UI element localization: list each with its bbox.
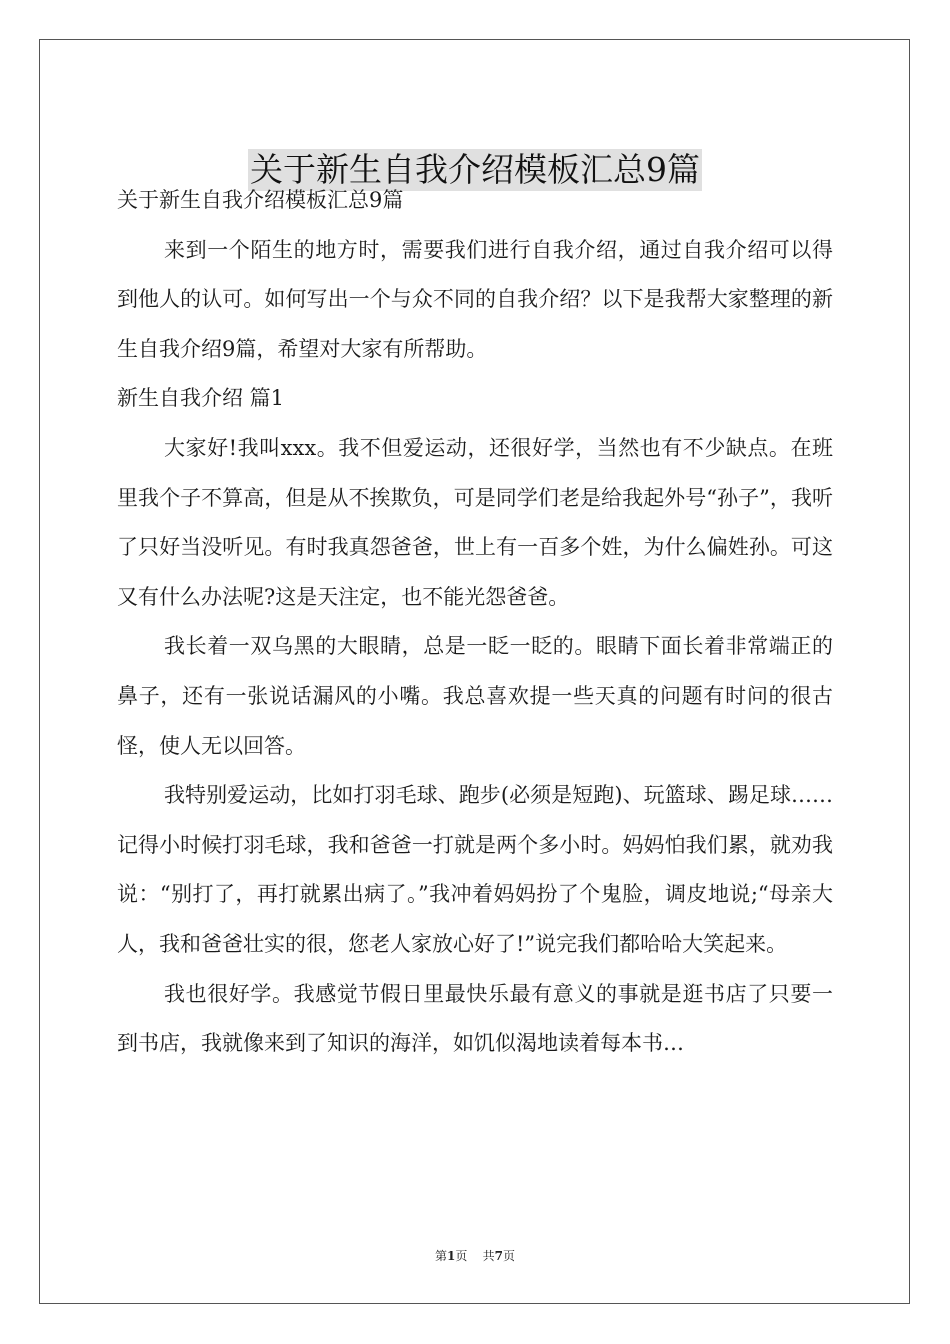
page-prefix: 第 — [434, 1249, 447, 1263]
document-body — [117, 176, 833, 1069]
total-unit: 页 — [503, 1249, 516, 1263]
document-subtitle: 关于新生自我介绍模板汇总9篇 — [117, 188, 404, 212]
paragraph-sports: 我特别爱运动，比如打羽毛球、跑步(必须是短跑)、玩篮球、踢足球……记得小时候打羽毛球，我和爸爸一打就是两个多小时。妈妈怕我们累，就劝我说：“别打了，再打就累出病了。”我冲着妈妈扮了个鬼脸，调皮地说;“母亲大人，我和爸爸壮实的很，您老人家放心好了!”说完我们都哈哈大笑起来。 — [117, 783, 833, 956]
document-title: 关于新生自我介绍模板汇总9篇 — [250, 150, 700, 190]
section-heading: 新生自我介绍 篇1 — [117, 386, 285, 411]
paragraph-intro: 来到一个陌生的地方时，需要我们进行自我介绍，通过自我介绍可以得到他人的认可。如何写出一个与众不同的自我介绍？以下是我帮大家整理的新生自我介绍9篇，希望对大家有所帮助。 — [117, 237, 833, 361]
page-unit: 页 — [455, 1249, 468, 1263]
total-pages: 7 — [494, 1249, 503, 1263]
page-number: 1 — [446, 1249, 456, 1263]
paragraph-appearance: 我长着一双乌黑的大眼睛，总是一眨一眨的。眼睛下面长着非常端正的鼻子，还有一张说话漏风的小嘴。我总喜欢提一些天真的问题有时问的很古怪，使人无以回答。 — [117, 634, 833, 758]
page-footer — [0, 1247, 950, 1264]
paragraph-greeting: 大家好!我叫xxx。我不但爱运动，还很好学，当然也有不少缺点。在班里我个子不算高，但是从不挨欺负，可是同学们老是给我起外号“孙子”，我听了只好当没听见。有时我真怨爸爸，世上有一百多个姓，为什么偏姓孙。可这又有什么办法呢?这是天注定，也不能光怨爸爸。 — [117, 435, 833, 609]
paragraph-study: 我也很好学。我感觉节假日里最快乐最有意义的事就是逛书店了只要一到书店，我就像来到了知识的海洋，如饥似渴地读着每本书… — [117, 981, 833, 1056]
total-prefix: 共 — [482, 1249, 495, 1263]
